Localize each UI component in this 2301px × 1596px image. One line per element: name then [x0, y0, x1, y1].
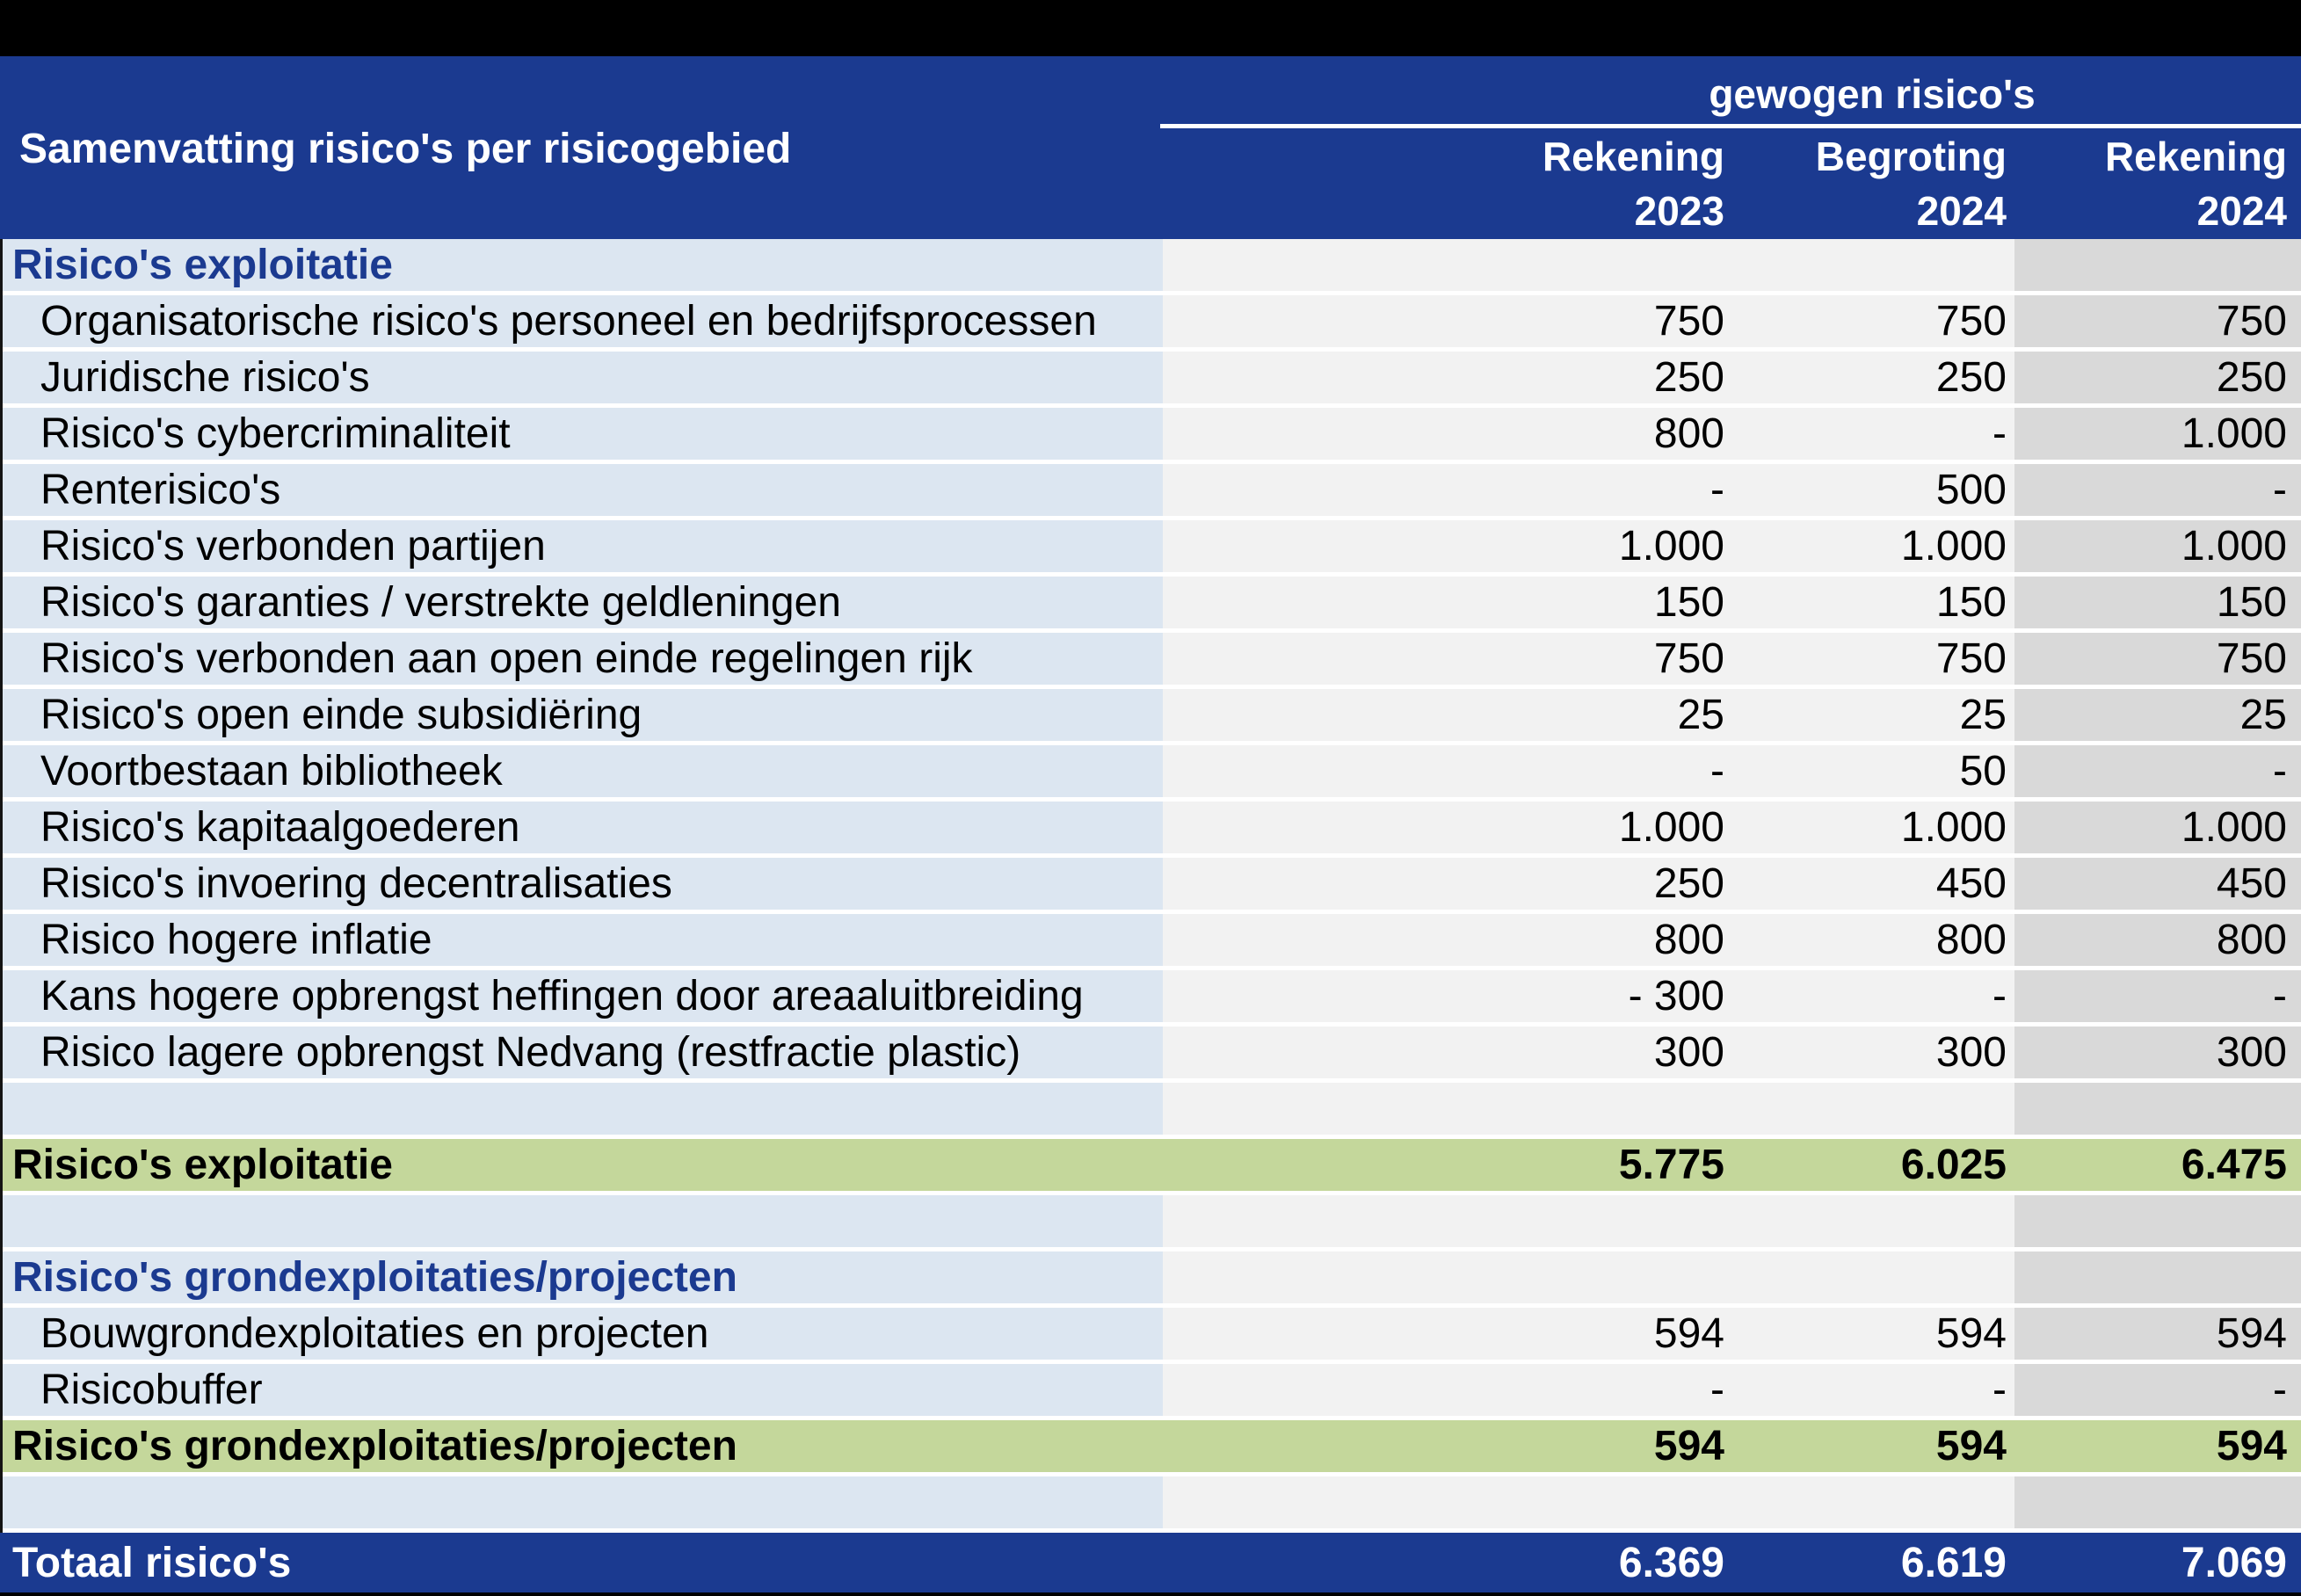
cell-begroting-2024	[1730, 239, 2014, 291]
cell-rekening-2024: 1.000	[2014, 520, 2301, 572]
cell-rekening-2023	[1163, 1476, 1730, 1528]
cell-rekening-2024: 6.475	[2014, 1139, 2301, 1191]
cell-begroting-2024: 750	[1730, 295, 2014, 347]
table-row	[0, 1195, 2301, 1251]
row-label: Risico's exploitatie	[0, 239, 1163, 291]
cell-begroting-2024: 300	[1730, 1027, 2014, 1078]
cell-rekening-2023: 25	[1163, 689, 1730, 741]
cell-begroting-2024: 6.619	[1730, 1533, 2014, 1592]
cell-rekening-2023: 750	[1163, 295, 1730, 347]
cell-begroting-2024	[1730, 1251, 2014, 1303]
cell-rekening-2024: 750	[2014, 633, 2301, 685]
table-row	[0, 1251, 2301, 1308]
table-row	[0, 970, 2301, 1027]
cell-rekening-2024	[2014, 1083, 2301, 1135]
row-label: Risico's garanties / verstrekte geldleningen	[0, 577, 1163, 628]
cell-begroting-2024: 594	[1730, 1420, 2014, 1472]
cell-begroting-2024: 750	[1730, 633, 2014, 685]
row-label: Bouwgrondexploitaties en projecten	[0, 1308, 1163, 1360]
row-label: Voortbestaan bibliotheek	[0, 745, 1163, 797]
row-label: Risico's kapitaalgoederen	[0, 802, 1163, 853]
row-label: Risico's invoering decentralisaties	[0, 858, 1163, 910]
table-row	[0, 802, 2301, 858]
column-header-begroting-2024: Begroting	[1815, 134, 2007, 179]
cell-begroting-2024: -	[1730, 408, 2014, 460]
cell-rekening-2023: 800	[1163, 408, 1730, 460]
cell-rekening-2023	[1163, 1195, 1730, 1247]
cell-rekening-2023: 150	[1163, 577, 1730, 628]
cell-begroting-2024: 25	[1730, 689, 2014, 741]
cell-rekening-2023: 6.369	[1163, 1533, 1730, 1592]
cell-rekening-2024: 800	[2014, 914, 2301, 966]
cell-rekening-2023: 1.000	[1163, 802, 1730, 853]
cell-rekening-2023	[1163, 1083, 1730, 1135]
cell-rekening-2024: 1.000	[2014, 408, 2301, 460]
column-header-year-2023: 2023	[1634, 188, 1724, 234]
table-row	[0, 745, 2301, 802]
page-title: Samenvatting risico's per risicogebied	[19, 126, 792, 172]
table-row	[0, 914, 2301, 970]
row-label: Risico's grondexploitaties/projecten	[0, 1420, 1163, 1472]
cell-rekening-2023: 594	[1163, 1308, 1730, 1360]
cell-rekening-2024: 594	[2014, 1420, 2301, 1472]
cell-rekening-2023: 250	[1163, 858, 1730, 910]
column-header-rekening-2023: Rekening	[1542, 134, 1724, 179]
cell-begroting-2024: 1.000	[1730, 802, 2014, 853]
cell-rekening-2024: 150	[2014, 577, 2301, 628]
table-row	[0, 1364, 2301, 1420]
row-label: Risico lagere opbrengst Nedvang (restfractie plastic)	[0, 1027, 1163, 1078]
cell-begroting-2024	[1730, 1083, 2014, 1135]
table-row	[0, 689, 2301, 745]
cell-rekening-2024: -	[2014, 970, 2301, 1022]
cell-rekening-2023: 1.000	[1163, 520, 1730, 572]
row-label: Risico's verbonden aan open einde regelingen rijk	[0, 633, 1163, 685]
cell-rekening-2024	[2014, 1251, 2301, 1303]
table-row	[0, 352, 2301, 408]
cell-rekening-2024: 250	[2014, 352, 2301, 403]
cell-rekening-2024: 1.000	[2014, 802, 2301, 853]
cell-rekening-2023: - 300	[1163, 970, 1730, 1022]
row-label	[0, 1083, 1163, 1135]
table-row	[0, 239, 2301, 295]
row-label	[0, 1476, 1163, 1528]
cell-rekening-2023: -	[1163, 464, 1730, 516]
table-row	[0, 1476, 2301, 1533]
cell-rekening-2023: 800	[1163, 914, 1730, 966]
left-edge-border	[0, 239, 3, 1533]
column-header-rekening-2024: Rekening	[2104, 134, 2287, 179]
cell-begroting-2024: 450	[1730, 858, 2014, 910]
cell-rekening-2024: 7.069	[2014, 1533, 2301, 1592]
cell-rekening-2024: 25	[2014, 689, 2301, 741]
cell-begroting-2024: 6.025	[1730, 1139, 2014, 1191]
row-label	[0, 1195, 1163, 1247]
table-header	[0, 56, 2301, 239]
cell-rekening-2024: 594	[2014, 1308, 2301, 1360]
row-label: Risico's exploitatie	[0, 1139, 1163, 1191]
table-row	[0, 520, 2301, 577]
top-black-bar	[0, 0, 2301, 56]
table-row	[0, 633, 2301, 689]
table-row	[0, 1533, 2301, 1594]
cell-begroting-2024	[1730, 1195, 2014, 1247]
table-row	[0, 1420, 2301, 1476]
table-row	[0, 1139, 2301, 1195]
group-header-underline	[1160, 124, 2301, 128]
cell-rekening-2023: 750	[1163, 633, 1730, 685]
table-row	[0, 1308, 2301, 1364]
cell-rekening-2024	[2014, 1195, 2301, 1247]
header-spacer	[0, 188, 1163, 235]
table-row	[0, 858, 2301, 914]
table-row	[0, 1027, 2301, 1083]
cell-rekening-2024: 750	[2014, 295, 2301, 347]
row-label: Organisatorische risico's personeel en bedrijfsprocessen	[0, 295, 1163, 347]
cell-rekening-2024: -	[2014, 745, 2301, 797]
row-label: Risico's verbonden partijen	[0, 520, 1163, 572]
row-label: Risicobuffer	[0, 1364, 1163, 1416]
cell-rekening-2023: 250	[1163, 352, 1730, 403]
column-headers-line2	[0, 188, 2301, 235]
column-header-year-2024b: 2024	[2196, 188, 2287, 234]
table-body	[0, 239, 2301, 1594]
cell-begroting-2024: 500	[1730, 464, 2014, 516]
row-label: Totaal risico's	[0, 1533, 1163, 1592]
row-label: Renterisico's	[0, 464, 1163, 516]
header-spacer	[0, 134, 1163, 180]
row-label: Juridische risico's	[0, 352, 1163, 403]
group-header-weighted-risks: gewogen risico's	[1709, 71, 2036, 117]
row-label: Risico's grondexploitaties/projecten	[0, 1251, 1163, 1303]
cell-begroting-2024: 150	[1730, 577, 2014, 628]
row-label: Risico's open einde subsidiëring	[0, 689, 1163, 741]
cell-begroting-2024: 250	[1730, 352, 2014, 403]
cell-begroting-2024: 800	[1730, 914, 2014, 966]
cell-begroting-2024	[1730, 1476, 2014, 1528]
cell-begroting-2024: 50	[1730, 745, 2014, 797]
cell-rekening-2024	[2014, 239, 2301, 291]
cell-rekening-2024: -	[2014, 464, 2301, 516]
cell-rekening-2024: -	[2014, 1364, 2301, 1416]
cell-rekening-2023: -	[1163, 1364, 1730, 1416]
cell-begroting-2024: 1.000	[1730, 520, 2014, 572]
table-row	[0, 408, 2301, 464]
row-label: Kans hogere opbrengst heffingen door areaaluitbreiding	[0, 970, 1163, 1022]
cell-rekening-2023: -	[1163, 745, 1730, 797]
table-row	[0, 295, 2301, 352]
cell-rekening-2023: 300	[1163, 1027, 1730, 1078]
cell-rekening-2024: 300	[2014, 1027, 2301, 1078]
cell-begroting-2024: -	[1730, 970, 2014, 1022]
cell-rekening-2023: 5.775	[1163, 1139, 1730, 1191]
table-row	[0, 464, 2301, 520]
cell-begroting-2024: -	[1730, 1364, 2014, 1416]
cell-rekening-2023	[1163, 1251, 1730, 1303]
column-header-year-2024: 2024	[1916, 188, 2007, 234]
table-row	[0, 577, 2301, 633]
cell-rekening-2023	[1163, 239, 1730, 291]
column-headers-line1	[0, 134, 2301, 180]
row-label: Risico hogere inflatie	[0, 914, 1163, 966]
cell-begroting-2024: 594	[1730, 1308, 2014, 1360]
table-row	[0, 1083, 2301, 1139]
cell-rekening-2024	[2014, 1476, 2301, 1528]
cell-rekening-2023: 594	[1163, 1420, 1730, 1472]
cell-rekening-2024: 450	[2014, 858, 2301, 910]
row-label: Risico's cybercriminaliteit	[0, 408, 1163, 460]
